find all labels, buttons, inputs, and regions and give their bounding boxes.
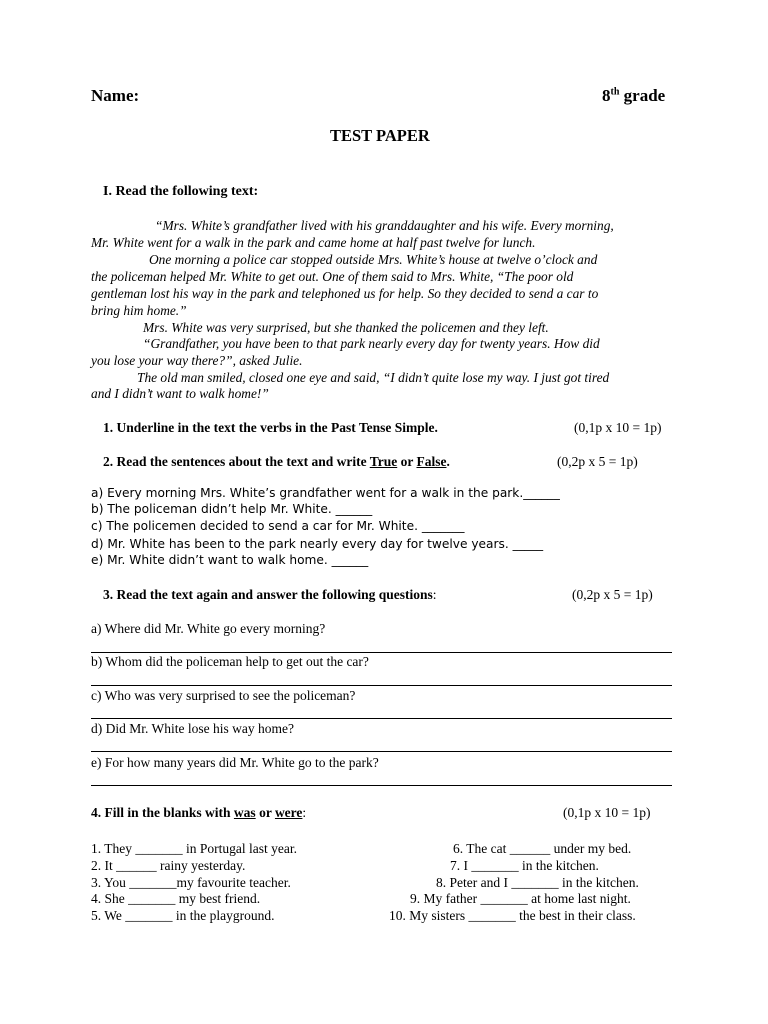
true-false-item: e) Mr. White didn’t want to walk home. ______ xyxy=(91,553,369,567)
fill-in-item: 1. They _______ in Portugal last year. xyxy=(91,841,297,856)
exercise-1-heading: 1. Underline in the text the verbs in the Past Tense Simple. xyxy=(103,420,438,435)
text-line: Mr. White went for a walk in the park and came home at half past twelve for lunch. xyxy=(91,235,536,250)
true-word: True xyxy=(369,454,398,469)
answer-line[interactable] xyxy=(91,718,672,719)
question: c) Who was very surprised to see the policeman? xyxy=(91,688,356,703)
question: b) Whom did the policeman help to get out the car? xyxy=(91,654,369,669)
exercise-2-heading-text: 2. Read the sentences about the text and write xyxy=(103,454,370,469)
true-false-item: d) Mr. White has been to the park nearly every day for twelve years. _____ xyxy=(91,537,544,551)
grade-label xyxy=(602,86,665,106)
exercise-4-points: (0,1p x 10 = 1p) xyxy=(563,805,651,820)
grade-number: 8 xyxy=(602,86,611,105)
were-word: were xyxy=(274,805,303,820)
exercise-3-points: (0,2p x 5 = 1p) xyxy=(572,587,653,602)
was-word: was xyxy=(233,805,256,820)
fill-in-item: 9. My father _______ at home last night. xyxy=(410,891,631,906)
text-line: “Mrs. White’s grandfather lived with his granddaughter and his wife. Every morning, xyxy=(155,218,614,233)
fill-in-item: 5. We _______ in the playground. xyxy=(91,908,275,923)
text-line: The old man smiled, closed one eye and said, “I didn’t quite lose my way. I just got tired xyxy=(137,370,610,385)
question: d) Did Mr. White lose his way home? xyxy=(91,721,294,736)
exercise-3-heading xyxy=(103,587,437,603)
exercise-2-points: (0,2p x 5 = 1p) xyxy=(557,454,638,469)
heading-colon: : xyxy=(302,805,307,820)
name-label: Name: xyxy=(91,86,140,105)
text-line: “Grandfather, you have been to that park nearly every day for twenty years. How did xyxy=(143,336,600,351)
question: e) For how many years did Mr. White go to the park? xyxy=(91,755,379,770)
text-line: the policeman helped Mr. White to get out. One of them said to Mrs. White, “The poor old xyxy=(91,269,574,284)
heading-colon: : xyxy=(432,587,437,602)
exercise-2-heading xyxy=(103,454,450,470)
exercise-4-heading xyxy=(91,805,306,821)
exercise-3-heading-text: 3. Read the text again and answer the following questions xyxy=(103,587,433,602)
exercise-4-heading-text: 4. Fill in the blanks with xyxy=(91,805,234,820)
fill-in-item: 4. She _______ my best friend. xyxy=(91,891,261,906)
answer-line[interactable] xyxy=(91,685,672,686)
text-line: Mrs. White was very surprised, but she thanked the policemen and they left. xyxy=(143,320,549,335)
section-heading: I. Read the following text: xyxy=(103,184,259,199)
true-false-item: c) The policemen decided to send a car for Mr. White. _______ xyxy=(91,519,465,533)
fill-in-item: 7. I _______ in the kitchen. xyxy=(450,858,599,873)
grade-superscript: th xyxy=(610,86,620,98)
question: a) Where did Mr. White go every morning? xyxy=(91,621,326,636)
answer-line[interactable] xyxy=(91,652,672,653)
text-line: you lose your way there?”, asked Julie. xyxy=(91,353,303,368)
text-line: One morning a police car stopped outside Mrs. White’s house at twelve o’clock and xyxy=(149,252,598,267)
fill-in-item: 2. It ______ rainy yesterday. xyxy=(91,858,246,873)
fill-in-item: 8. Peter and I _______ in the kitchen. xyxy=(436,875,639,890)
text-line: bring him home.” xyxy=(91,303,187,318)
page-title: TEST PAPER xyxy=(330,126,430,145)
grade-word: grade xyxy=(623,86,666,105)
fill-in-item: 10. My sisters _______ the best in their class. xyxy=(389,908,636,923)
false-word: False xyxy=(416,454,447,469)
fill-in-item: 6. The cat ______ under my bed. xyxy=(453,841,632,856)
exercise-1-points: (0,1p x 10 = 1p) xyxy=(574,420,662,435)
heading-period: . xyxy=(446,454,450,469)
true-false-item: b) The policeman didn’t help Mr. White. ______ xyxy=(91,502,373,516)
or-word: or xyxy=(397,454,417,469)
answer-line[interactable] xyxy=(91,751,672,752)
true-false-item: a) Every morning Mrs. White’s grandfather went for a walk in the park.______ xyxy=(91,486,560,500)
fill-in-item: 3. You _______my favourite teacher. xyxy=(91,875,291,890)
answer-line[interactable] xyxy=(91,785,672,786)
text-line: gentleman lost his way in the park and telephoned us for help. So they decided to send a car to xyxy=(91,286,599,301)
text-line: and I didn’t want to walk home!” xyxy=(91,386,269,401)
or-word: or xyxy=(255,805,275,820)
